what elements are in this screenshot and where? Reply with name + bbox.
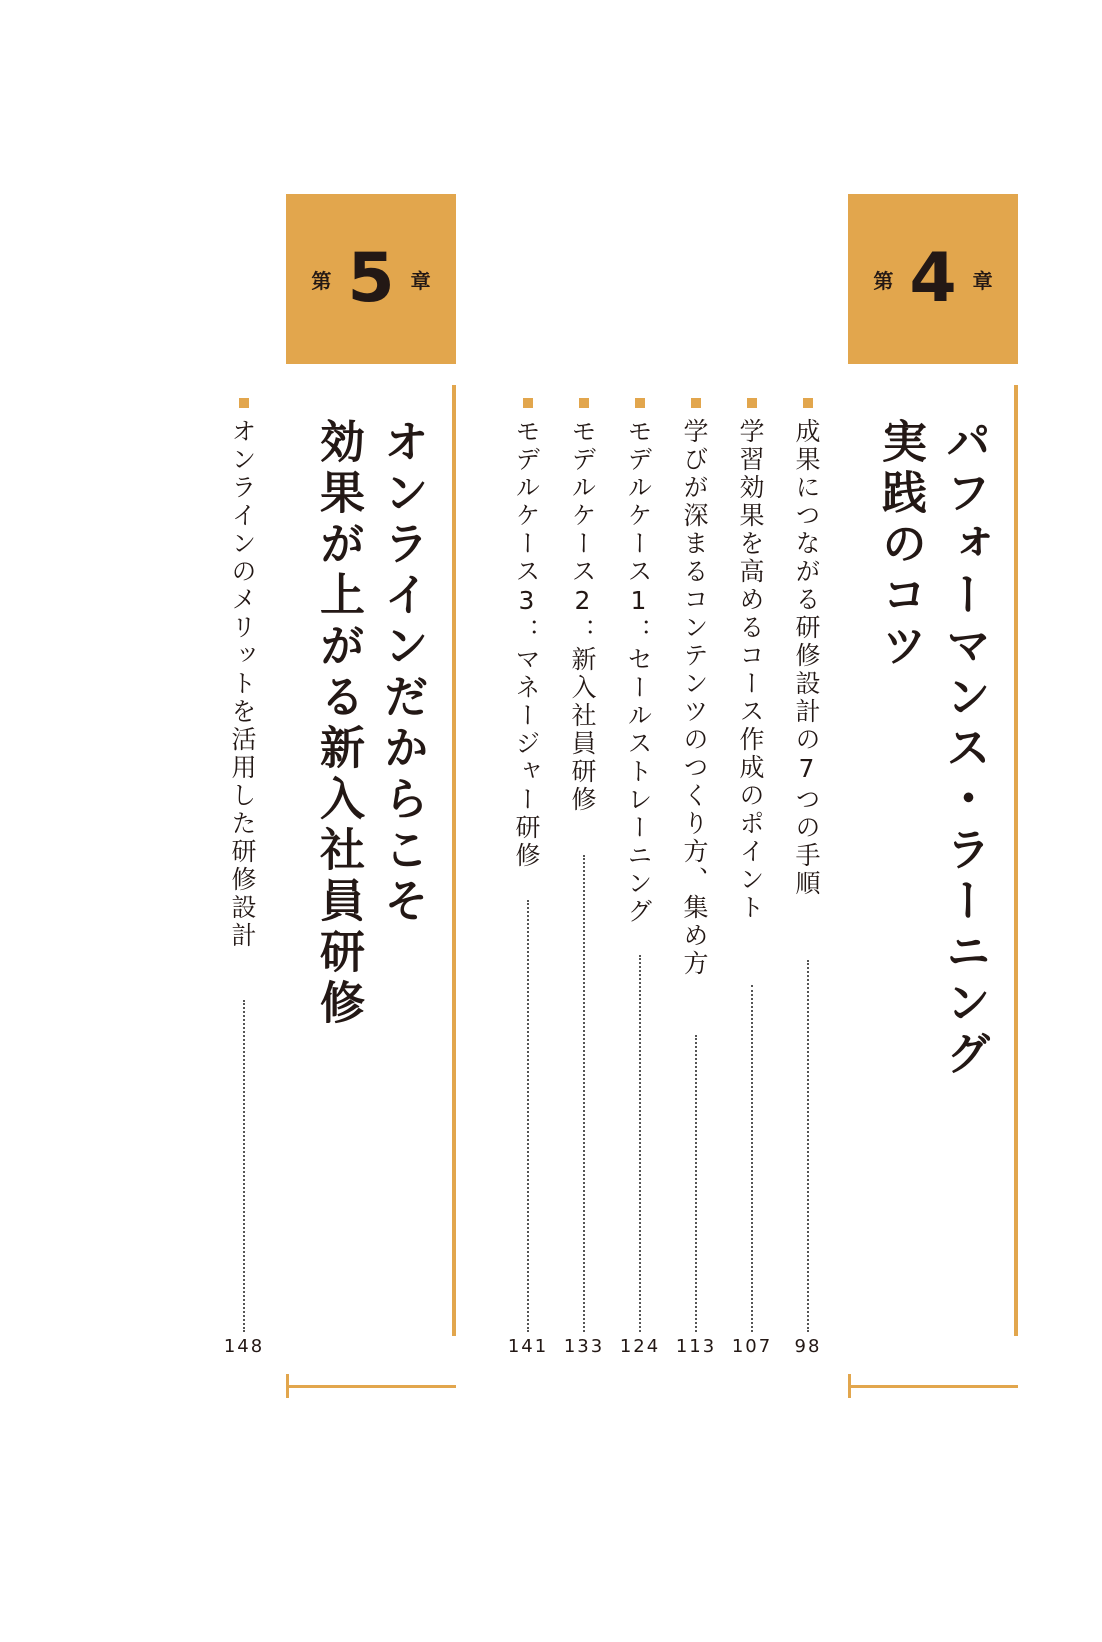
toc-entry-title[interactable]: 学びが深まるコンテンツのつくり方、集め方 (680, 418, 709, 978)
toc-entry-page[interactable]: 141 (507, 1336, 549, 1357)
chapter-4-title-line2: 実践のコツ (874, 418, 927, 673)
chapter-4-title-line1: パフォーマンス・ラーニング (938, 418, 991, 1081)
toc-entry-page[interactable]: 107 (731, 1336, 773, 1357)
chapter-5-title-line1: オンラインだからこそ (376, 418, 429, 928)
chapter-5-title-line2: 効果が上がる新入社員研修 (312, 418, 365, 1030)
toc-entry-page[interactable]: 98 (794, 1336, 822, 1357)
chapter-4-dai: 第 (873, 268, 894, 293)
toc-entry-page[interactable]: 113 (675, 1336, 717, 1357)
chapter-5-bottom-tick (286, 1374, 289, 1398)
chapter-5-number: 5 (347, 239, 395, 318)
dotted-leader (243, 1000, 245, 1332)
toc-entry-page[interactable]: 133 (563, 1336, 605, 1357)
chapter-4-number: 4 (909, 239, 957, 318)
toc-entry-title[interactable]: 成果につながる研修設計の7つの手順 (792, 418, 821, 898)
toc-entry-title[interactable]: モデルケース2：新入社員研修 (568, 418, 597, 814)
toc-entry-title[interactable]: 学習効果を高めるコース作成のポイント (736, 418, 765, 922)
chapter-5-badge (286, 194, 456, 364)
toc-entry-title[interactable]: モデルケース1：セールストレーニング (624, 418, 653, 926)
chapter-5-right-rule (452, 385, 456, 1336)
chapter-5-dai: 第 (311, 268, 332, 293)
chapter-5-sho: 章 (410, 268, 431, 293)
toc-entry-page[interactable]: 124 (619, 1336, 661, 1357)
toc-entry-title[interactable]: モデルケース3：マネージャー研修 (512, 418, 541, 870)
chapter-4-sho: 章 (972, 268, 993, 293)
chapter-5-bottom-rule (286, 1385, 456, 1388)
toc-entry-title[interactable]: オンラインのメリットを活用した研修設計 (228, 418, 257, 950)
bullet-icon (239, 398, 249, 408)
toc-entry-page[interactable]: 148 (223, 1336, 265, 1357)
